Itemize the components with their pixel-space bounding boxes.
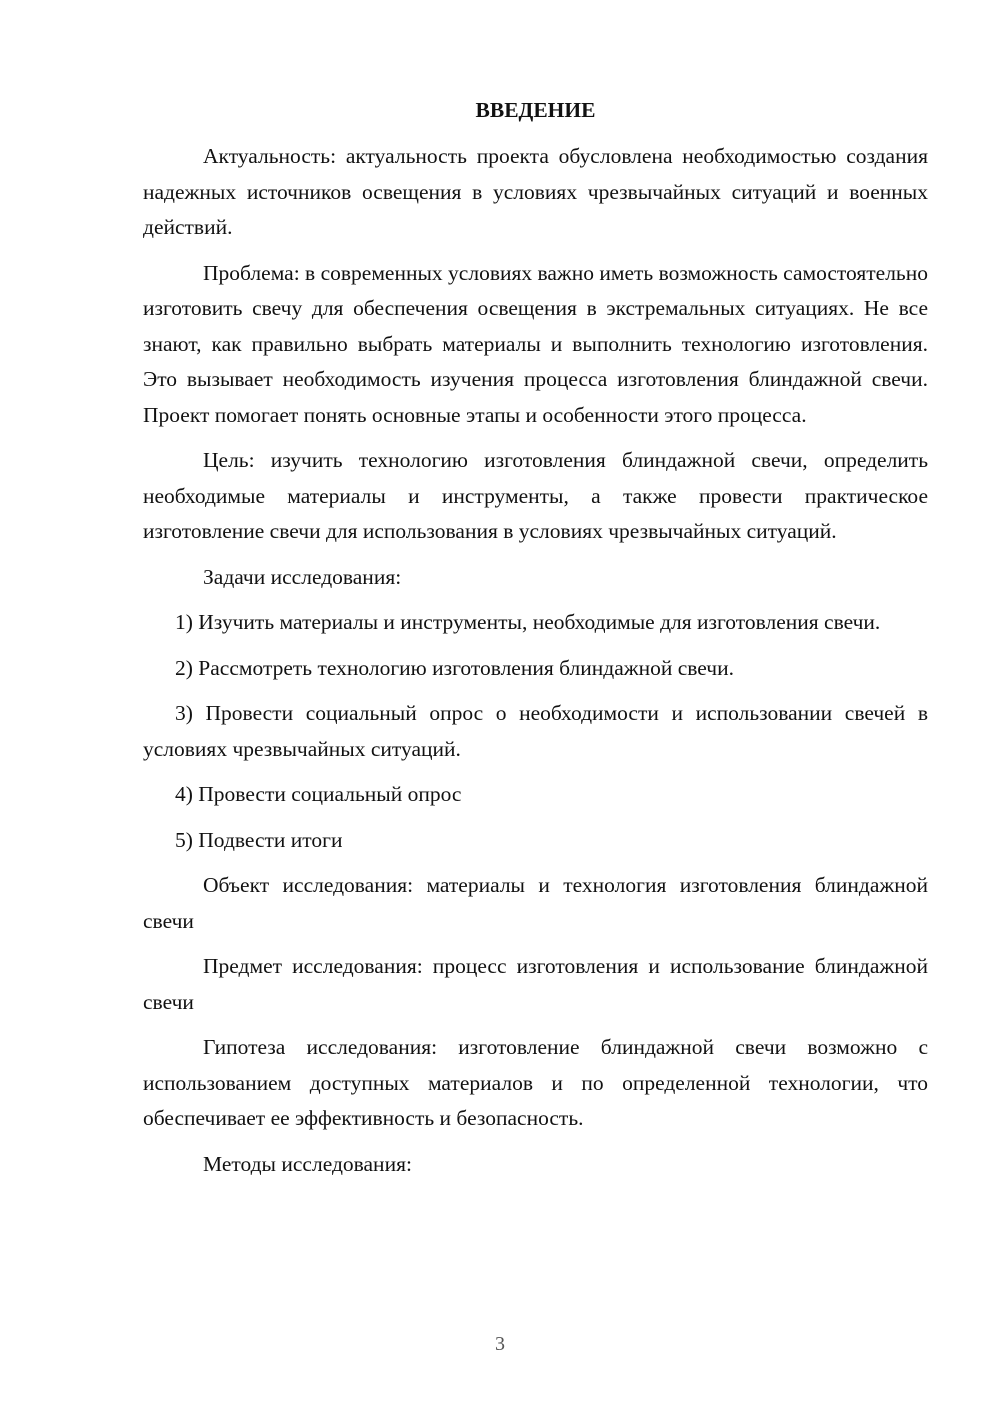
task-item: 5) Подвести итоги — [175, 827, 343, 852]
task-item: 2) Рассмотреть технологию изготовления блиндажной свечи. — [175, 655, 734, 680]
paragraph-hypothesis: Гипотеза исследования: изготовление блиндажной свечи возможно с использованием доступных материалов и по определенной технологии, что обеспечивает ее эффективность и безопасность. — [143, 1035, 928, 1130]
paragraph-subject: Предмет исследования: процесс изготовления и использование блиндажной свечи — [143, 954, 928, 1014]
paragraph-object: Объект исследования: материалы и технология изготовления блиндажной свечи — [143, 873, 928, 933]
page-number: 3 — [495, 1333, 505, 1355]
task-item: 1) Изучить материалы и инструменты, необходимые для изготовления свечи. — [175, 610, 881, 634]
paragraph-goal: Цель: изучить технологию изготовления блиндажной свечи, определить необходимые материалы и инструменты, а также провести практическое изготовление свечи для использования в условиях чрезвычайных ситуаций. — [143, 448, 928, 543]
paragraph-problem: Проблема: в современных условиях важно иметь возможность самостоятельно изготовить свечу для обеспечения освещения в экстремальных ситуациях. Не все знают, как правильно выбрать материалы и выполнить технологию изготовления. Это вызывает необходимость изучения процесса изготовления блиндажной свечи. Проект помогает понять основные этапы и особенности этого процесса. — [143, 260, 928, 427]
task-item: 3) Провести социальный опрос о необходимости и использовании свечей в условиях чрезвычайных ситуаций. — [143, 701, 928, 761]
paragraph-tasks-heading: Задачи исследования: — [203, 564, 402, 589]
paragraph-relevance: Актуальность: актуальность проекта обусловлена необходимостью создания надежных источников освещения в условиях чрезвычайных ситуаций и военных действий. — [143, 144, 928, 239]
task-item: 4) Провести социальный опрос — [175, 782, 462, 806]
paragraph-methods: Методы исследования: — [203, 1151, 412, 1176]
page-content — [143, 92, 928, 1192]
section-title: ВВЕДЕНИЕ — [475, 98, 596, 122]
